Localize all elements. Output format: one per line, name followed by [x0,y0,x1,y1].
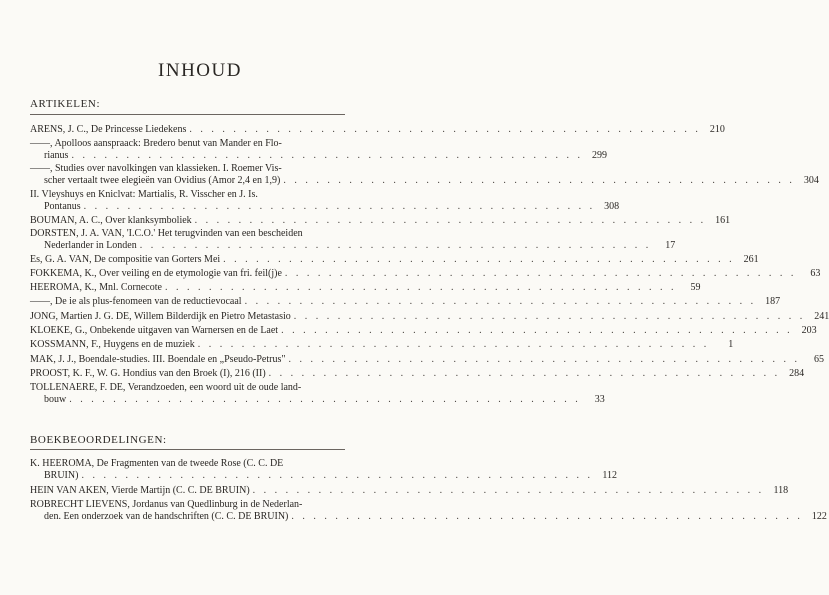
toc-entry [30,354,824,366]
entry-text: Nederlander in Londen [44,240,137,251]
toc-entry [30,499,827,523]
toc-entry [30,163,819,187]
toc-entry [30,228,676,252]
entry-text: JONG, Martien J. G. DE, Willem Bilderdijk en Pietro Metastasio [30,311,291,322]
page-number: 118 [773,485,789,496]
entry-text: KLOEKE, G., Onbekende uitgaven van Warnersen en de Laet [30,325,279,336]
toc-entry [30,339,734,351]
page-number: 33 [594,394,605,405]
toc-entry [30,368,805,380]
page-number: 17 [665,240,676,251]
entry-text: KOSSMANN, F., Huygens en de muziek [30,339,195,350]
page-number: 304 [803,175,819,186]
entry-text: BOUMAN, A. C., Over klanksymboliek [30,215,192,226]
page-number: 59 [690,282,701,293]
page-number: 63 [810,268,821,279]
entry-text: MAK, J. J., Boendale-studies. III. Boendale en „Pseudo-Petrus" [30,354,286,365]
toc-entry [30,268,821,280]
toc-entry [30,138,607,162]
entry-text: ——, Studies over navolkingen van klassieken. I. Roemer Vis- [30,163,282,174]
entry-text: Es, G. A. VAN, De compositie van Gorters Mei [30,254,221,265]
dot-leader [68,150,583,162]
dot-leader [192,215,707,227]
entry-text: scher vertaalt twee elegieën van Ovidius (Amor 2,4 en 1,9) [44,175,281,186]
entry-text: bouw [44,394,67,405]
toc-entry [30,485,789,497]
toc-entry [30,325,817,337]
page-number: 203 [801,325,817,336]
dot-leader [285,354,800,366]
entry-text: HEIN VAN AKEN, Vierde Martijn (C. C. DE BRUIN) [30,485,250,496]
entry-text: ——, Apolloos aanspraack: Bredero benut van Mander en Flo- [30,138,282,149]
entry-text: BRUIN) [44,470,79,481]
dot-leader [278,325,793,337]
page-number: 261 [743,254,759,265]
toc-entry [30,282,701,294]
dot-leader [66,394,581,406]
entry-text: K. HEEROMA, De Fragmenten van de tweede Rose (C. C. DE [30,458,284,469]
page-number: 112 [602,470,617,481]
dot-leader [288,511,803,523]
dot-leader [282,268,797,280]
page-number: 1 [728,339,734,350]
dot-leader [78,470,593,482]
entry-text: II. Vleyshuys en Kniclvat: Martialis, R. Visscher en J. Is. [30,189,258,200]
entry-text: rianus [44,150,69,161]
toc-entry [30,382,605,406]
section-divider [30,449,345,450]
page-number: 187 [765,296,781,307]
page-number: 161 [715,215,731,226]
page-title: INHOUD [158,60,242,81]
page-number: 65 [813,354,824,365]
page-number: 284 [789,368,805,379]
entry-text: DORSTEN, J. A. VAN, 'I.C.O.' Het terugvinden van een bescheiden [30,228,303,239]
section-divider [30,114,345,115]
entry-text: den. Een onderzoek van de handschriften (C. C. DE BRUIN) [44,511,289,522]
page-number: 308 [604,201,620,212]
dot-leader [280,175,795,187]
dot-leader [186,124,701,136]
entry-text: ROBRECHT LIEVENS, Jordanus van Quedlinburg in de Nederlan- [30,499,303,510]
entry-text: FOKKEMA, K., Over veiling en de etymologie van fri. feil(j)e [30,268,282,279]
toc-entry [30,215,731,227]
section-heading-artikelen: ARTIKELEN: [30,98,101,110]
dot-leader [81,201,596,213]
dot-leader [137,240,652,252]
dot-leader [162,282,677,294]
toc-entry [30,189,620,213]
dot-leader [220,254,735,266]
entry-text: TOLLENAERE, F. DE, Verandzoeden, een woord uit de oude land- [30,382,302,393]
page-number: 122 [811,511,827,522]
dot-leader [195,339,710,351]
entry-text: ——, De ie als plus-fenomeen van de reductievocaal [30,296,242,307]
page-number: 241 [814,311,829,322]
entry-text: HEEROMA, K., Mnl. Cornecote [30,282,162,293]
dot-leader [266,368,781,380]
section-heading-boekbeoordelingen: BOEKBEOORDELINGEN: [30,434,167,446]
entry-text: Pontanus [44,201,81,212]
dot-leader [250,485,765,497]
entry-text: PROOST, K. F., W. G. Hondius van den Broek (I), 216 (II) [30,368,266,379]
dot-leader [242,296,757,308]
toc-entry [30,124,725,136]
toc-entry [30,311,829,323]
toc-entry [30,458,617,482]
toc-entry [30,254,759,266]
dot-leader [291,311,806,323]
toc-entry [30,296,781,308]
entry-text: ARENS, J. C., De Princesse Liedekens [30,124,187,135]
page-number: 210 [709,124,725,135]
page-number: 299 [591,150,607,161]
